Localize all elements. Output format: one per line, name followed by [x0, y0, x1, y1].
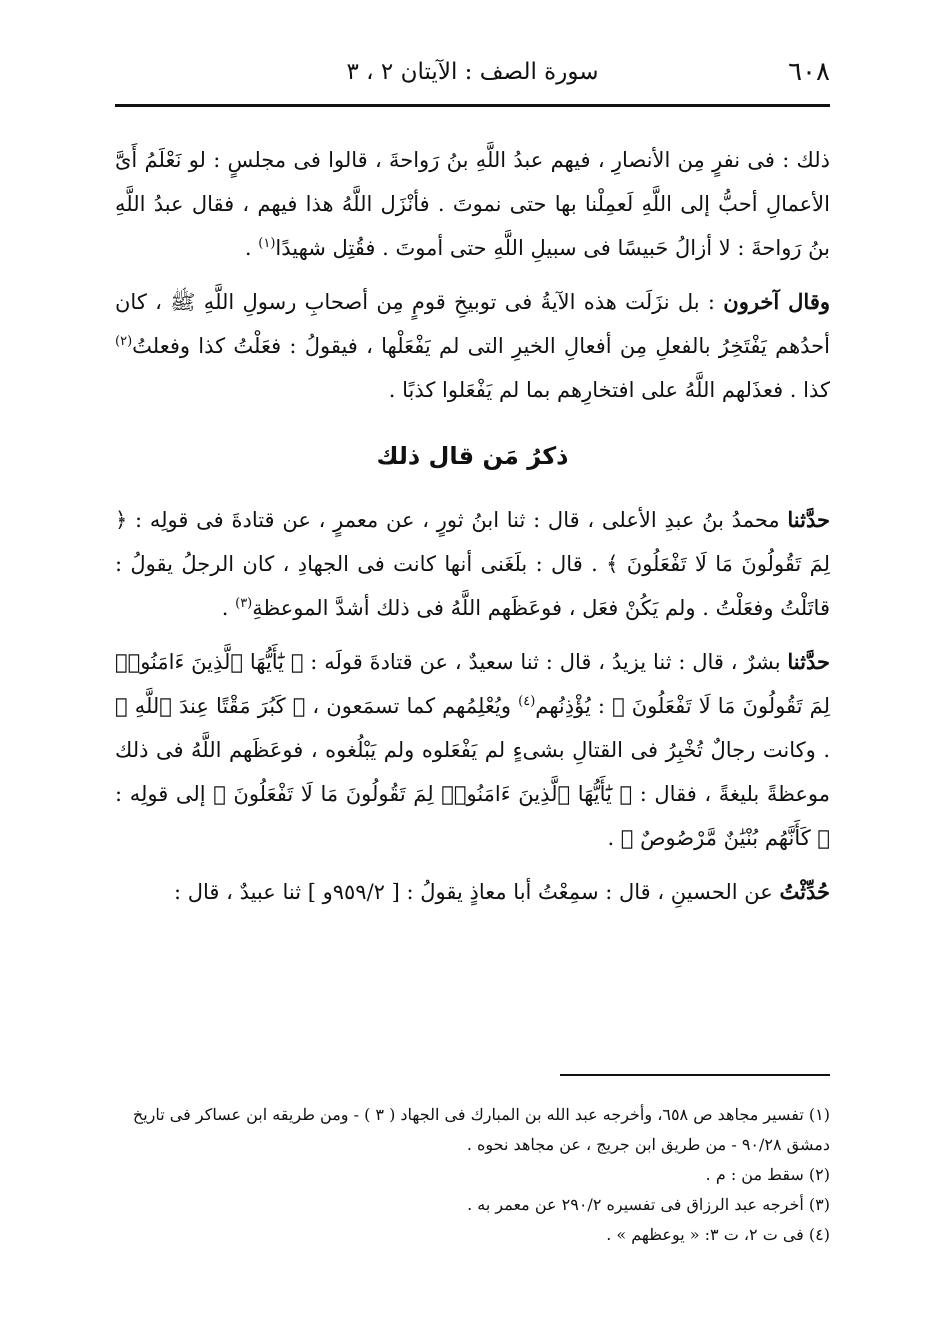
footnote-1: (١) تفسير مجاهد ص ٦٥٨، وأخرجه عبد الله بن المبارك فى الجهاد ( ٣ ) - ومن طريقه ابن عساكر فى تاريخ دمشق ٩٠/٢٨ - من طريق ابن جريج ، عن مجاهد نحوه . [132, 1105, 830, 1154]
paragraph-2-lead: وقال آخرون [723, 289, 831, 314]
footnote-marker-4: (٤) [518, 694, 536, 709]
running-title: سورة الصف : الآيتان ٢ ، ٣ [346, 59, 599, 85]
footnote-marker-3: (٣) [235, 596, 253, 611]
footnote-4: (٤) فى ت ٢، ت ٣: « يوعظهم » . [606, 1225, 830, 1244]
footnote-3: (٣) أخرجه عبد الرزاق فى تفسيره ٢٩٠/٢ عن معمر به . [467, 1195, 830, 1214]
paragraph-5 [115, 870, 830, 914]
footnote-marker-2: (٢) [115, 334, 133, 349]
paragraph-5-text: عن الحسينِ ، قال : سمِعْتُ أبا معاذٍ يقولُ : [ ٩٥٩/٢و ] ثنا عبيدٌ ، قال : [174, 880, 780, 904]
page-header [115, 50, 830, 94]
paragraph-1-text: ذلك : فى نفرٍ مِن الأنصارِ ، فيهم عبدُ اللَّهِ بنُ رَواحةَ ، قالوا فى مجلسٍ : لو نَعْلَمُ أَىَّ الأعمالِ أحبُّ إلى اللَّهِ لَعمِلْنا بها حتى نموتَ . فأنْزَل اللَّهُ هذا فيهم ، فقال عبدُ اللَّهِ بنُ رَواحةَ : لا أزالُ حَبيسًا فى سبيلِ اللَّهِ حتى أموتَ . فقُتِل شهيدًا [115, 148, 830, 260]
paragraph-3 [115, 498, 830, 630]
footnote-marker-1: (١) [258, 236, 276, 251]
paragraph-5-lead: حُدِّثْتُ [779, 879, 830, 904]
section-heading: ذكرُ مَن قال ذلك [376, 442, 569, 470]
paragraph-1 [115, 138, 830, 270]
paragraph-4 [115, 640, 830, 860]
footnote-rule [560, 1074, 830, 1076]
page-number: ٦٠٨ [788, 57, 830, 87]
paragraph-2 [115, 280, 830, 412]
paragraph-3-lead: حدَّثنا [787, 507, 830, 532]
paragraph-4-text-b: ويُعْلِمُهم كما تسمَعون ، ﴿ كَبُرَ مَقْتًا عِندَ ٱللَّهِ ﴾ . وكانت رجالٌ تُخْبِرُ فى القتالِ بشىءٍ لم يَفْعَلوه ولم يَبْلُغوه ، فوعَظَهم اللَّهُ فى ذلك موعظةً بليغةً ، فقال : ﴿ يَٰٓأَيُّهَا ٱلَّذِينَ ءَامَنُوا۟ لِمَ تَقُولُونَ مَا لَا تَفْعَلُونَ ﴾ إلى قولِه : ﴿ كَأَنَّهُم بُنْيَٰنٌ مَّرْصُوصٌ ﴾ . [115, 694, 830, 850]
paragraph-3-text: محمدُ بنُ عبدِ الأعلى ، قال : ثنا ابنُ ثورٍ ، عن معمرٍ ، عن قتادةَ فى قولِه : ﴿ لِمَ تَقُولُونَ مَا لَا تَفْعَلُونَ ﴾ . قال : بلَغَنى أنها كانت فى الجهادِ ، كان الرجلُ يقولُ : قاتَلْتُ وفعَلْتُ . ولم يَكُنْ فعَل ، فوعَظَهم اللَّهُ فى ذلك أشدَّ الموعظةِ [115, 508, 830, 620]
footnote-2: (٢) سقط من : م . [705, 1165, 830, 1184]
paragraph-1-end: . [244, 236, 259, 260]
paragraph-3-end: . [221, 596, 236, 620]
main-text [115, 138, 830, 914]
header-rule [115, 104, 830, 107]
paragraph-2-text-a: : بل نزَلَت هذه الآيةُ فى توبيخِ قومٍ مِن أصحابِ رسولِ اللَّهِ ﷺ ، كان أحدُهم يَفْتَخِرُ بالفعلِ مِن أفعالِ الخيرِ التى لم يَفْعَلْها ، فيقولُ : فعَلْتُ كذا وفعلتُ [115, 290, 830, 358]
paragraph-4-lead: حدَّثنا [787, 649, 830, 674]
footnotes [115, 1100, 830, 1250]
paragraph-4-text-a: بشرٌ ، قال : ثنا يزيدُ ، قال : ثنا سعيدٌ ، عن قتادةَ قولَه : ﴿ يَٰٓأَيُّهَا ٱلَّذِينَ ءَامَنُوا۟ لِمَ تَقُولُونَ مَا لَا تَفْعَلُونَ ﴾ : يُؤْذِنُهم [115, 650, 830, 718]
paragraph-2-text-b: كذا . فعذَلهم اللَّهُ على افتخارِهم بما لم يَفْعَلوا كذبًا . [388, 378, 830, 402]
